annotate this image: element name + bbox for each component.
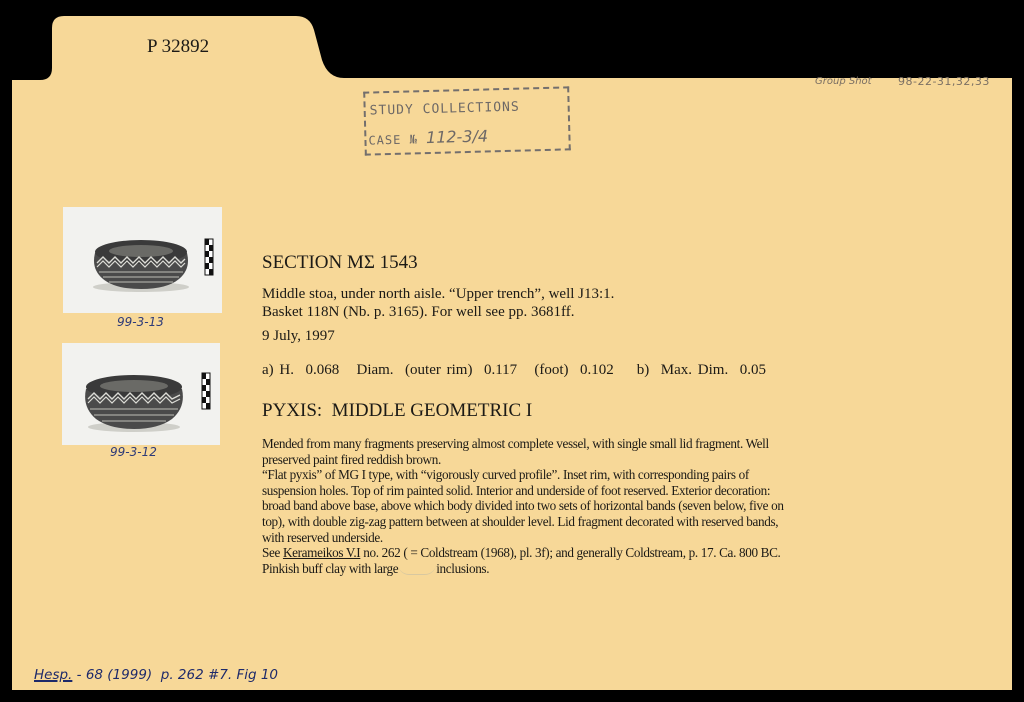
stamp-case-number: 112-3/4 — [425, 126, 489, 148]
object-title: PYXIS: MIDDLE GEOMETRIC I — [262, 400, 533, 421]
stamp-case-prefix: CASE № — [368, 132, 419, 148]
see-prefix: See — [262, 545, 283, 561]
description-line: suspension holes. Top of rim painted solid. Interior and underside of foot reserved. Exterior decoration: — [262, 482, 771, 498]
excavation-date: 9 July, 1997 — [262, 328, 335, 344]
vessel-photo-1 — [63, 207, 222, 313]
description-block — [262, 436, 952, 576]
photo-1-caption: 99-3-13 — [117, 315, 164, 329]
vessel-photo-2 — [62, 343, 220, 445]
kerameikos-reference: Kerameikos V.I — [282, 545, 361, 561]
catalog-number: P 32892 — [147, 36, 210, 57]
photo-2-caption: 99-3-12 — [110, 445, 157, 459]
stamp-line-2 — [368, 126, 488, 148]
description-line: “Flat pyxis” of MG I type, with “vigorously curved profile”. Inset rim, with corresponding pairs of — [262, 467, 749, 483]
study-collections-stamp — [363, 86, 571, 155]
description-line: Mended from many fragments preserving almost complete vessel, with single small lid fragment. Well — [262, 436, 769, 451]
description-line: broad band above base, above which body divided into two sets of horizontal bands (seven below, five on — [262, 498, 784, 514]
group-shot-numbers: 98-22-31,32,33 — [898, 75, 990, 88]
publication-details: - 68 (1999) p. 262 #7. Fig 10 — [72, 667, 279, 683]
description-line: preserved paint fired reddish brown. — [262, 451, 441, 467]
scale-bar-icon — [202, 373, 210, 409]
description-line: top), with double zig-zag pattern between at shoulder level. Lid fragment decorated with reserved bands, — [262, 513, 779, 529]
erased-word — [398, 564, 436, 575]
section-heading: SECTION ΜΣ 1543 — [262, 252, 418, 273]
clay-prefix: Pinkish buff clay with large — [262, 560, 399, 576]
group-shot-label: Group Shot — [815, 76, 872, 87]
dimensions-line: a) H. 0.068 Diam. (outer rim) 0.117 (foot) 0.102 b) Max. Dim. 0.05 — [262, 362, 766, 378]
pyxis-vessel-icon — [85, 375, 183, 432]
publication-note — [34, 667, 278, 683]
location-line-2: Basket 118N (Nb. p. 3165). For well see pp. 3681ff. — [262, 304, 575, 320]
description-line: with reserved underside. — [262, 529, 383, 545]
scale-bar-icon — [205, 239, 213, 275]
publication-ref: Hesp. — [34, 667, 73, 683]
stamp-line-1: STUDY COLLECTIONS — [369, 99, 520, 119]
reference-line — [262, 545, 952, 561]
clay-suffix: inclusions. — [436, 560, 490, 576]
clay-line — [262, 561, 952, 577]
reference-rest: no. 262 ( = Coldstream (1968), pl. 3f); and generally Coldstream, p. 17. Ca. 800 BC. — [360, 545, 781, 561]
pyxis-vessel-icon — [93, 240, 189, 292]
location-line-1: Middle stoa, under north aisle. “Upper trench”, well J13:1. — [262, 286, 615, 302]
